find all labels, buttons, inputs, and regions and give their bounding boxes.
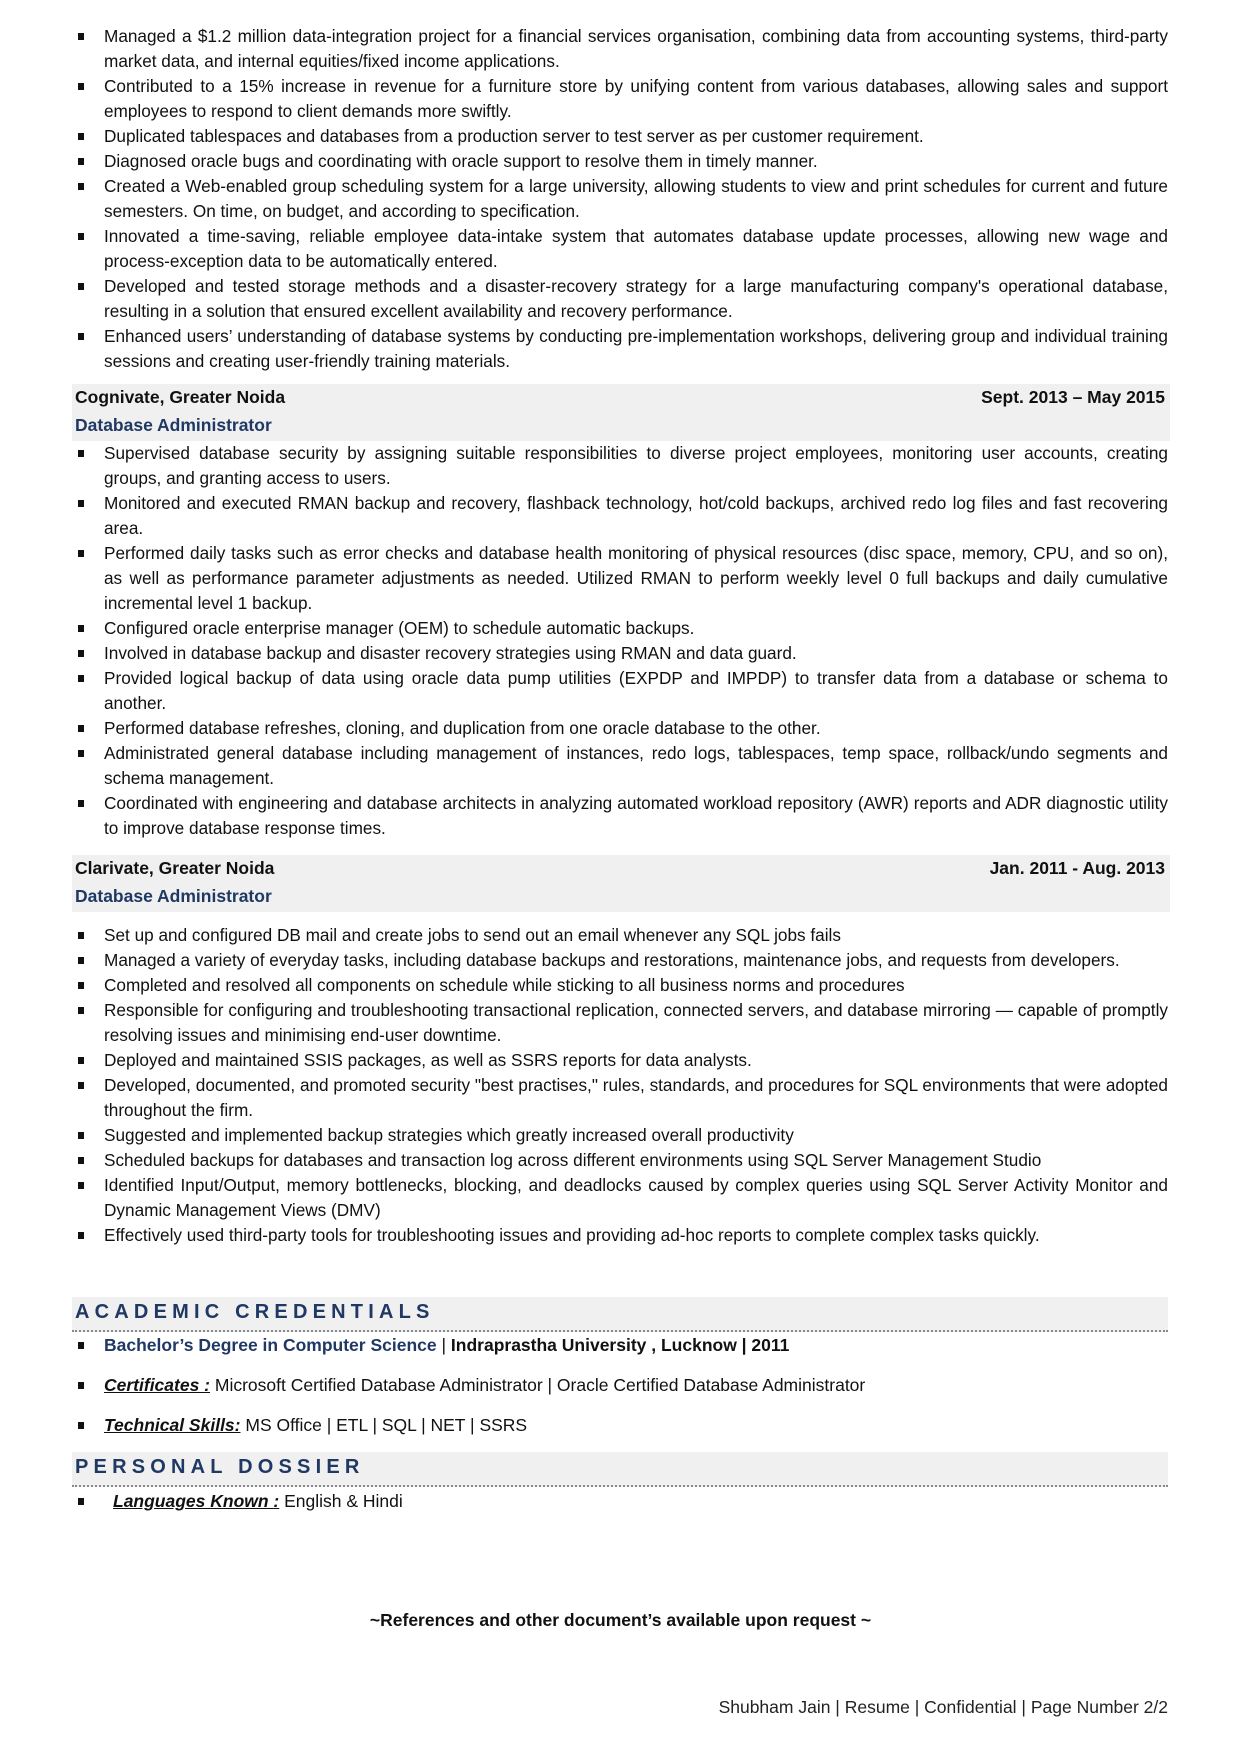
bullet-square-icon: [78, 957, 84, 964]
bullet-square-icon: [78, 982, 84, 989]
list-item: Scheduled backups for databases and transaction log across different environments using SQL Server Management Studio: [75, 1148, 1168, 1173]
bullet-square-icon: [78, 1342, 84, 1349]
job-dates: Sept. 2013 – May 2015: [981, 387, 1165, 407]
page-footer: Shubham Jain | Resume | Confidential | Page Number 2/2: [718, 1697, 1168, 1717]
list-item: Diagnosed oracle bugs and coordinating with oracle support to resolve them in timely manner.: [75, 149, 1168, 174]
skills-label: Technical Skills:: [104, 1415, 241, 1435]
section-title: PERSONAL DOSSIER: [75, 1456, 365, 1478]
bullet-square-icon: [78, 500, 84, 507]
list-item: Performed database refreshes, cloning, and duplication from one oracle database to the other.: [75, 716, 1168, 741]
bullet-square-icon: [78, 450, 84, 457]
list-item: Developed, documented, and promoted security "best practises," rules, standards, and procedures for SQL environments that were adopted throughout the firm.: [75, 1073, 1168, 1123]
list-item: Monitored and executed RMAN backup and recovery, flashback technology, hot/cold backups, archived redo log files and fast recovering area.: [75, 491, 1168, 541]
certificates-label: Certificates :: [104, 1375, 211, 1395]
list-item: Deployed and maintained SSIS packages, as well as SSRS reports for data analysts.: [75, 1048, 1168, 1073]
list-item: Configured oracle enterprise manager (OEM) to schedule automatic backups.: [75, 616, 1168, 641]
list-item: Managed a $1.2 million data-integration project for a financial services organisation, combining data from accounting systems, third-party market data, and internal equities/fixed income applications.: [75, 24, 1168, 74]
job-company: Clarivate, Greater Noida: [75, 858, 275, 878]
job-cognivate-bullets: [75, 441, 1168, 841]
bullet-square-icon: [78, 133, 84, 140]
bullet-square-icon: [78, 1057, 84, 1064]
list-item: Developed and tested storage methods and a disaster-recovery strategy for a large manufacturing company's operational database, resulting in a solution that ensured excellent availability and recovery performance.: [75, 274, 1168, 324]
list-item: Set up and configured DB mail and create jobs to send out an email whenever any SQL jobs fails: [75, 923, 1168, 948]
job-role: Database Administrator: [75, 886, 272, 906]
section-heading-academic: [72, 1297, 1168, 1332]
references-note: ~References and other document’s available upon request ~: [369, 1610, 872, 1630]
list-item: Identified Input/Output, memory bottlenecks, blocking, and deadlocks caused by complex queries using SQL Server Activity Monitor and Dynamic Management Views (DMV): [75, 1173, 1168, 1223]
bullet-square-icon: [78, 83, 84, 90]
bullet-square-icon: [78, 1422, 84, 1429]
skills-value: MS Office | ETL | SQL | NET | SSRS: [240, 1415, 528, 1435]
list-item: Performed daily tasks such as error checks and database health monitoring of physical resources (disc space, memory, CPU, and so on), as well as performance parameter adjustments as needed. Utilized RMAN to perform weekly level 0 full backups and daily cumulative incremental level 1 backup.: [75, 541, 1168, 616]
list-item: Coordinated with engineering and database architects in analyzing automated workload repository (AWR) reports and ADR diagnostic utility to improve database response times.: [75, 791, 1168, 841]
list-item: Innovated a time-saving, reliable employee data-intake system that automates database update processes, allowing new wage and process-exception data to be automatically entered.: [75, 224, 1168, 274]
list-item: Completed and resolved all components on schedule while sticking to all business norms and procedures: [75, 973, 1168, 998]
job-dates: Jan. 2011 - Aug. 2013: [989, 858, 1165, 878]
bullet-square-icon: [78, 33, 84, 40]
experience-continued-list: [75, 24, 1168, 374]
bullet-square-icon: [78, 800, 84, 807]
list-item: Managed a variety of everyday tasks, including database backups and restorations, maintenance jobs, and requests from developers.: [75, 948, 1168, 973]
bullet-square-icon: [78, 1498, 84, 1505]
list-item: Involved in database backup and disaster recovery strategies using RMAN and data guard.: [75, 641, 1168, 666]
resume-page-2: Managed a $1.2 million data-integration project for a financial services organisation, combining data from accounting systems, third-party market data, and internal equities/fixed income applications. Contributed to a 15% increase in revenue for a furniture store by unifying content from various databases, allowing sales and support employees to respond to client demands more swiftly. Duplicated tablespaces and databases from a production server to test server as per customer requirement. Diagnosed oracle bugs and coordinating with oracle support to resolve them in timely manner. Created a Web-enabled group scheduling system for a large university, allowing students to view and print schedules for current and future semesters. On time, on budget, and according to specification. Innovated a time-saving, reliable employee data-intake system that automates database update processes, allowing new wage and process-exception data to be automatically entered. Developed and tested storage methods and a disaster-recovery strategy for a large manufacturing company's operational database, resulting in a solution that ensured excellent availability and recovery performance. Enhanced users’ understanding of database systems by conducting pre-implementation workshops, delivering group and individual training sessions and creating user-friendly training materials. Cognivate, Greater Noida Sept. 2013 – May 2015 Database Administrator Supervised database security by assigning suitable responsibilities to diverse project employees, monitoring user accounts, creating groups, and granting access to users. Monitored and executed RMAN backup and recovery, flashback technology, hot/cold backups, archived redo log files and fast recovering area. Performed daily tasks such as error checks and database health monitoring of physical resources (disc space, memory, CPU, and so on), as well as performance parameter adjustments as needed. Utilized RMAN to perform weekly level 0 full backups and daily cumulative incremental level 1 backup. Configured oracle enterprise manager (OEM) to schedule automatic backups. Involved in database backup and disaster recovery strategies using RMAN and data guard. Provided logical backup of data using oracle data pump utilities (EXPDP and IMPDP) to transfer data from a database or schema to another. Performed database refreshes, cloning, and duplication from one oracle database to the other. Administrated general database including management of instances, redo logs, tablespaces, temp space, rollback/undo segments and schema management. Coordinated with engineering and database architects in analyzing automated workload repository (AWR) reports and ADR diagnostic utility to improve database response times. Clarivate, Greater Noida Jan. 2011 - Aug. 2013 Database Administrator Set up and configured DB mail and create jobs to send out an email whenever any SQL jobs fails Managed a variety of everyday tasks, including database backups and restorations, maintenance jobs, and requests from developers. Completed and resolved all components on schedule while sticking to all business norms and procedures Responsible for configuring and troubleshooting transactional replication, connected servers, and database mirroring — capable of promptly resolving issues and minimising end-user downtime. Deployed and maintained SSIS packages, as well as SSRS reports for data analysts. Developed, documented, and promoted security "best practises," rules, standards, and procedures for SQL environments that were adopted throughout the firm. Suggested and implemented backup strategies which greatly increased overall productivity Scheduled backups for databases and transaction log across different environments using SQL Server Management Studio Identified Input/Output, memory bottlenecks, blocking, and deadlocks caused by complex queries using SQL Server Activity Monitor and Dynamic Management Views (DMV) Effectively used third-party tools for troubleshooting issues and providing ad-hoc reports to complete complex tasks quickly. ACADEMIC CREDENTIALS Bachelor’s Degree in Computer Science | Indraprastha University , Lucknow | 2011 Certificates : Microsoft Certified Database Administrator | Oracle Certified Database Administrator Technical Skills: MS Office | ETL | SQL | NET | SSRS PERSONAL DOSSIER Languages Known : English & Hindi ~References and other document’s available upon request ~ Shubham Jain | Resume | Confidential | Page Number 2/2: [0, 0, 1241, 1755]
list-item: Suggested and implemented backup strategies which greatly increased overall productivity: [75, 1123, 1168, 1148]
bullet-square-icon: [78, 333, 84, 340]
bullet-square-icon: [78, 932, 84, 939]
list-item: Administrated general database including management of instances, redo logs, tablespaces, temp space, rollback/undo segments and schema management.: [75, 741, 1168, 791]
job-role: Database Administrator: [75, 415, 272, 435]
bullet-square-icon: [78, 1132, 84, 1139]
certificates-value: Microsoft Certified Database Administrator | Oracle Certified Database Administrator: [210, 1375, 866, 1395]
bullet-square-icon: [78, 158, 84, 165]
job-company: Cognivate, Greater Noida: [75, 387, 286, 407]
job-header-cognivate: [72, 384, 1170, 441]
list-item: Enhanced users’ understanding of database systems by conducting pre-implementation workshops, delivering group and individual training sessions and creating user-friendly training materials.: [75, 324, 1168, 374]
job-clarivate-bullets: [75, 923, 1168, 1248]
bullet-square-icon: [78, 550, 84, 557]
section-title: ACADEMIC CREDENTIALS: [75, 1301, 435, 1323]
list-item: Created a Web-enabled group scheduling system for a large university, allowing students to view and print schedules for current and future semesters. On time, on budget, and according to specification.: [75, 174, 1168, 224]
list-item: Duplicated tablespaces and databases from a production server to test server as per customer requirement.: [75, 124, 1168, 149]
bullet-square-icon: [78, 675, 84, 682]
list-item: Provided logical backup of data using oracle data pump utilities (EXPDP and IMPDP) to transfer data from a database or schema to another.: [75, 666, 1168, 716]
bullet-square-icon: [78, 625, 84, 632]
bullet-square-icon: [78, 283, 84, 290]
languages-value: English & Hindi: [279, 1491, 403, 1511]
bullet-square-icon: [78, 1157, 84, 1164]
bullet-square-icon: [78, 725, 84, 732]
job-header-clarivate: [72, 855, 1170, 912]
bullet-square-icon: [78, 650, 84, 657]
bullet-square-icon: [78, 1382, 84, 1389]
bullet-square-icon: [78, 1182, 84, 1189]
section-heading-personal: [72, 1452, 1168, 1487]
bullet-square-icon: [78, 183, 84, 190]
list-item: Effectively used third-party tools for troubleshooting issues and providing ad-hoc reports to complete complex tasks quickly.: [75, 1223, 1168, 1248]
list-item: Supervised database security by assigning suitable responsibilities to diverse project employees, monitoring user accounts, creating groups, and granting access to users.: [75, 441, 1168, 491]
languages-label: Languages Known :: [113, 1491, 280, 1511]
degree-name: Bachelor’s Degree in Computer Science: [104, 1335, 437, 1355]
list-item: Responsible for configuring and troubleshooting transactional replication, connected servers, and database mirroring — capable of promptly resolving issues and minimising end-user downtime.: [75, 998, 1168, 1048]
bullet-square-icon: [78, 1232, 84, 1239]
bullet-square-icon: [78, 233, 84, 240]
degree-institution: Indraprastha University , Lucknow | 2011: [450, 1335, 790, 1355]
bullet-square-icon: [78, 1082, 84, 1089]
list-item: Contributed to a 15% increase in revenue for a furniture store by unifying content from various databases, allowing sales and support employees to respond to client demands more swiftly.: [75, 74, 1168, 124]
bullet-square-icon: [78, 750, 84, 757]
bullet-square-icon: [78, 1007, 84, 1014]
